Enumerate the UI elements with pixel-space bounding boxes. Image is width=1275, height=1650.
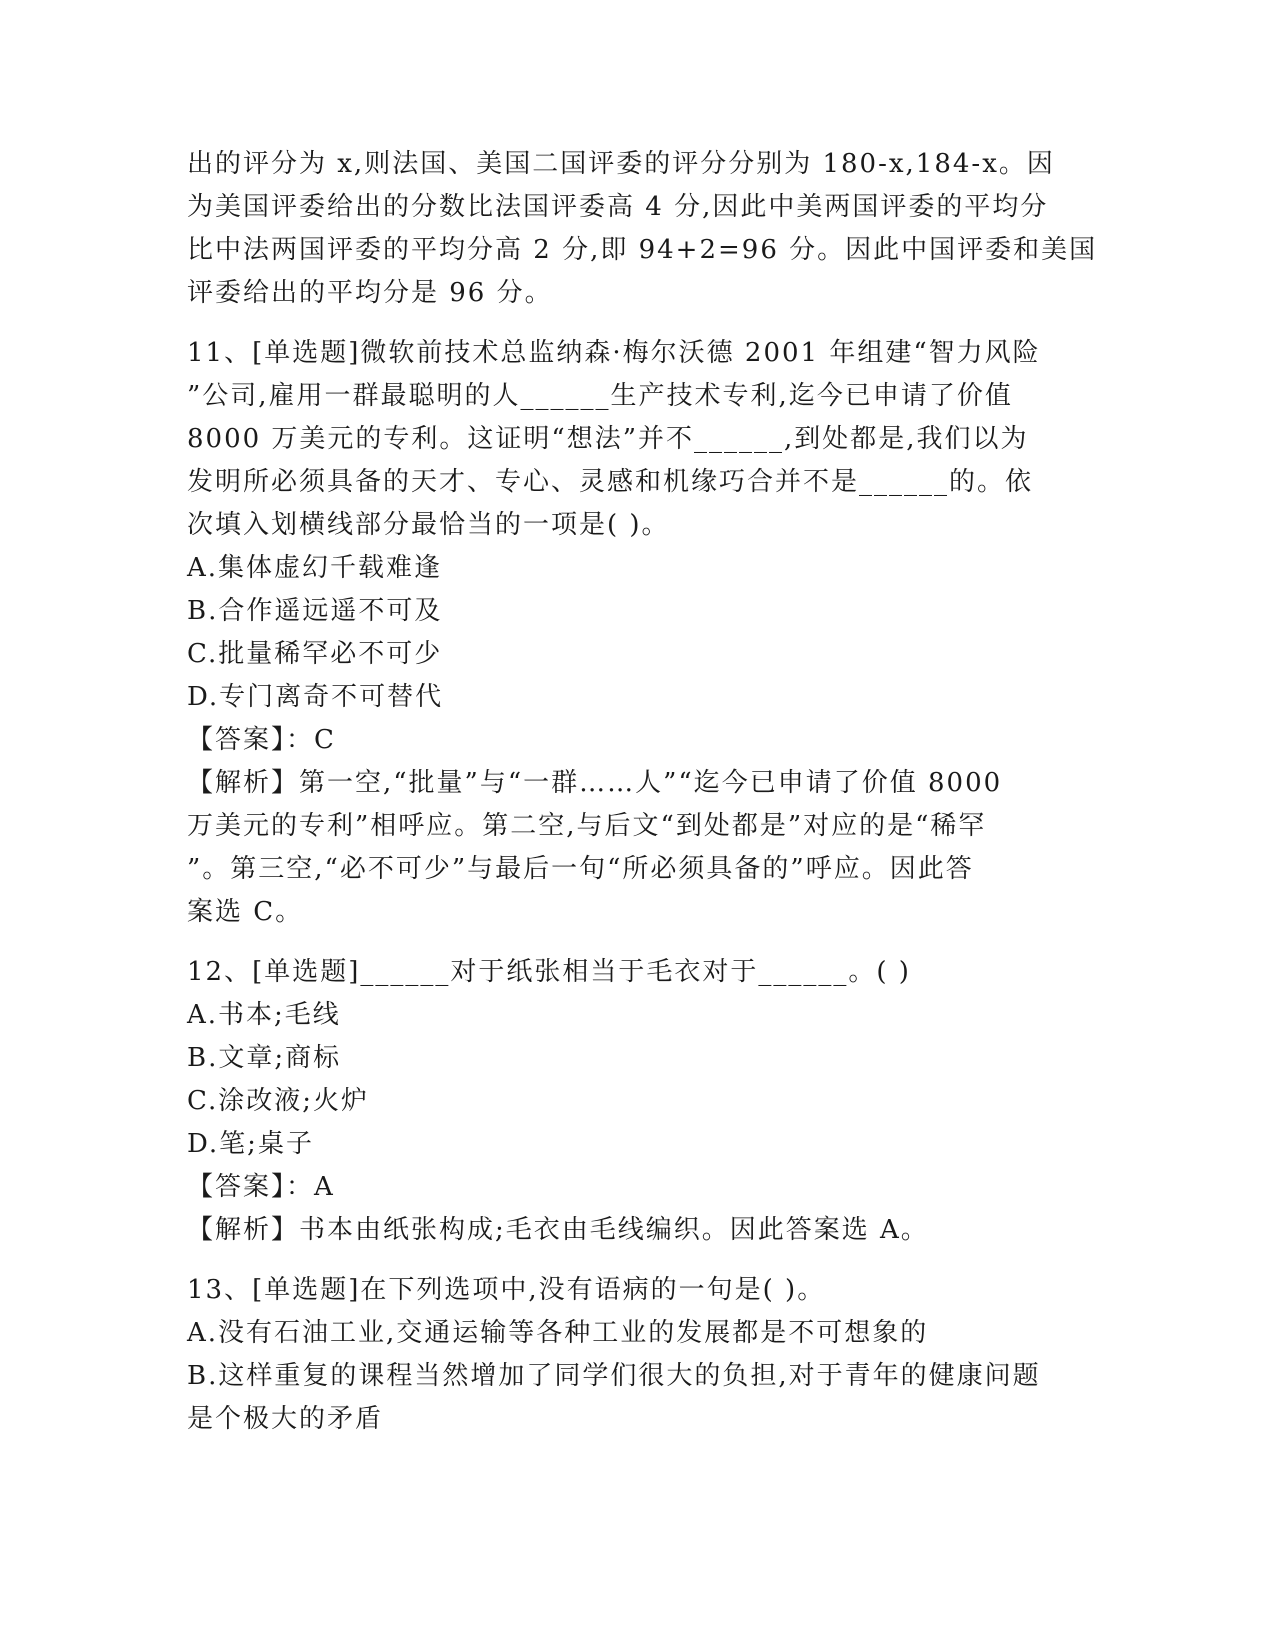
option-c: C.批量稀罕必不可少: [187, 639, 443, 669]
question-stem-line: 8000 万美元的专利。这证明“想法”并不______,到处都是,我们以为: [187, 424, 1029, 454]
analysis-line: 【解析】书本由纸张构成;毛衣由毛线编织。因此答案选 A。: [187, 1215, 929, 1245]
option-b: B.文章;商标: [187, 1043, 342, 1073]
paragraph-gap: [187, 1252, 1087, 1269]
option-a: A.集体虚幻千载难逢: [187, 553, 443, 583]
question-12: [187, 951, 1087, 1252]
document-body: [187, 143, 1098, 1441]
paragraph-gap: [187, 934, 1087, 951]
option-a: A.没有石油工业,交通运输等各种工业的发展都是不可想象的: [187, 1318, 929, 1348]
question-stem-line: 次填入划横线部分最恰当的一项是( )。: [187, 510, 670, 540]
option-b: B.合作遥远遥不可及: [187, 596, 443, 626]
option-c: C.涂改液;火炉: [187, 1086, 369, 1116]
option-b-continuation: 是个极大的矛盾: [187, 1404, 384, 1434]
option-b: B.这样重复的课程当然增加了同学们很大的负担,对于青年的健康问题: [187, 1361, 1041, 1391]
question-stem-line: 11、[单选题]微软前技术总监纳森·梅尔沃德 2001 年组建“智力风险: [187, 338, 1041, 368]
text-line: 出的评分为 x,则法国、美国二国评委的评分分别为 180-x,184-x。因: [187, 149, 1055, 179]
answer-line: 【答案】：A: [187, 1172, 335, 1202]
text-line: 为美国评委给出的分数比法国评委高 4 分,因此中美两国评委的平均分: [187, 192, 1049, 222]
question-stem-line: ”公司,雇用一群最聪明的人______生产技术专利,迄今已申请了价值: [187, 381, 1013, 411]
question-11: [187, 332, 1087, 934]
text-line: 评委给出的平均分是 96 分。: [187, 278, 553, 308]
answer-line: 【答案】：C: [187, 725, 336, 755]
option-d: D.笔;桌子: [187, 1129, 314, 1159]
intro-paragraph: [187, 143, 1098, 315]
paragraph-gap: [187, 315, 1087, 332]
analysis-line: ”。第三空,“必不可少”与最后一句“所必须具备的”呼应。因此答: [187, 854, 974, 884]
option-d: D.专门离奇不可替代: [187, 682, 444, 712]
question-stem-line: 12、[单选题]______对于纸张相当于毛衣对于______。( ): [187, 957, 911, 987]
text-line: 比中法两国评委的平均分高 2 分,即 94+2=96 分。因此中国评委和美国: [187, 235, 1098, 265]
option-a: A.书本;毛线: [187, 1000, 341, 1030]
analysis-line: 【解析】第一空,“批量”与“一群……人”“迄今已申请了价值 8000: [187, 768, 1003, 798]
question-13: [187, 1269, 1087, 1441]
question-stem-line: 13、[单选题]在下列选项中,没有语病的一句是( )。: [187, 1275, 826, 1305]
analysis-line: 案选 C。: [187, 897, 304, 927]
analysis-line: 万美元的专利”相呼应。第二空,与后文“到处都是”对应的是“稀罕: [187, 811, 987, 841]
question-stem-line: 发明所必须具备的天才、专心、灵感和机缘巧合并不是______的。依: [187, 467, 1034, 497]
